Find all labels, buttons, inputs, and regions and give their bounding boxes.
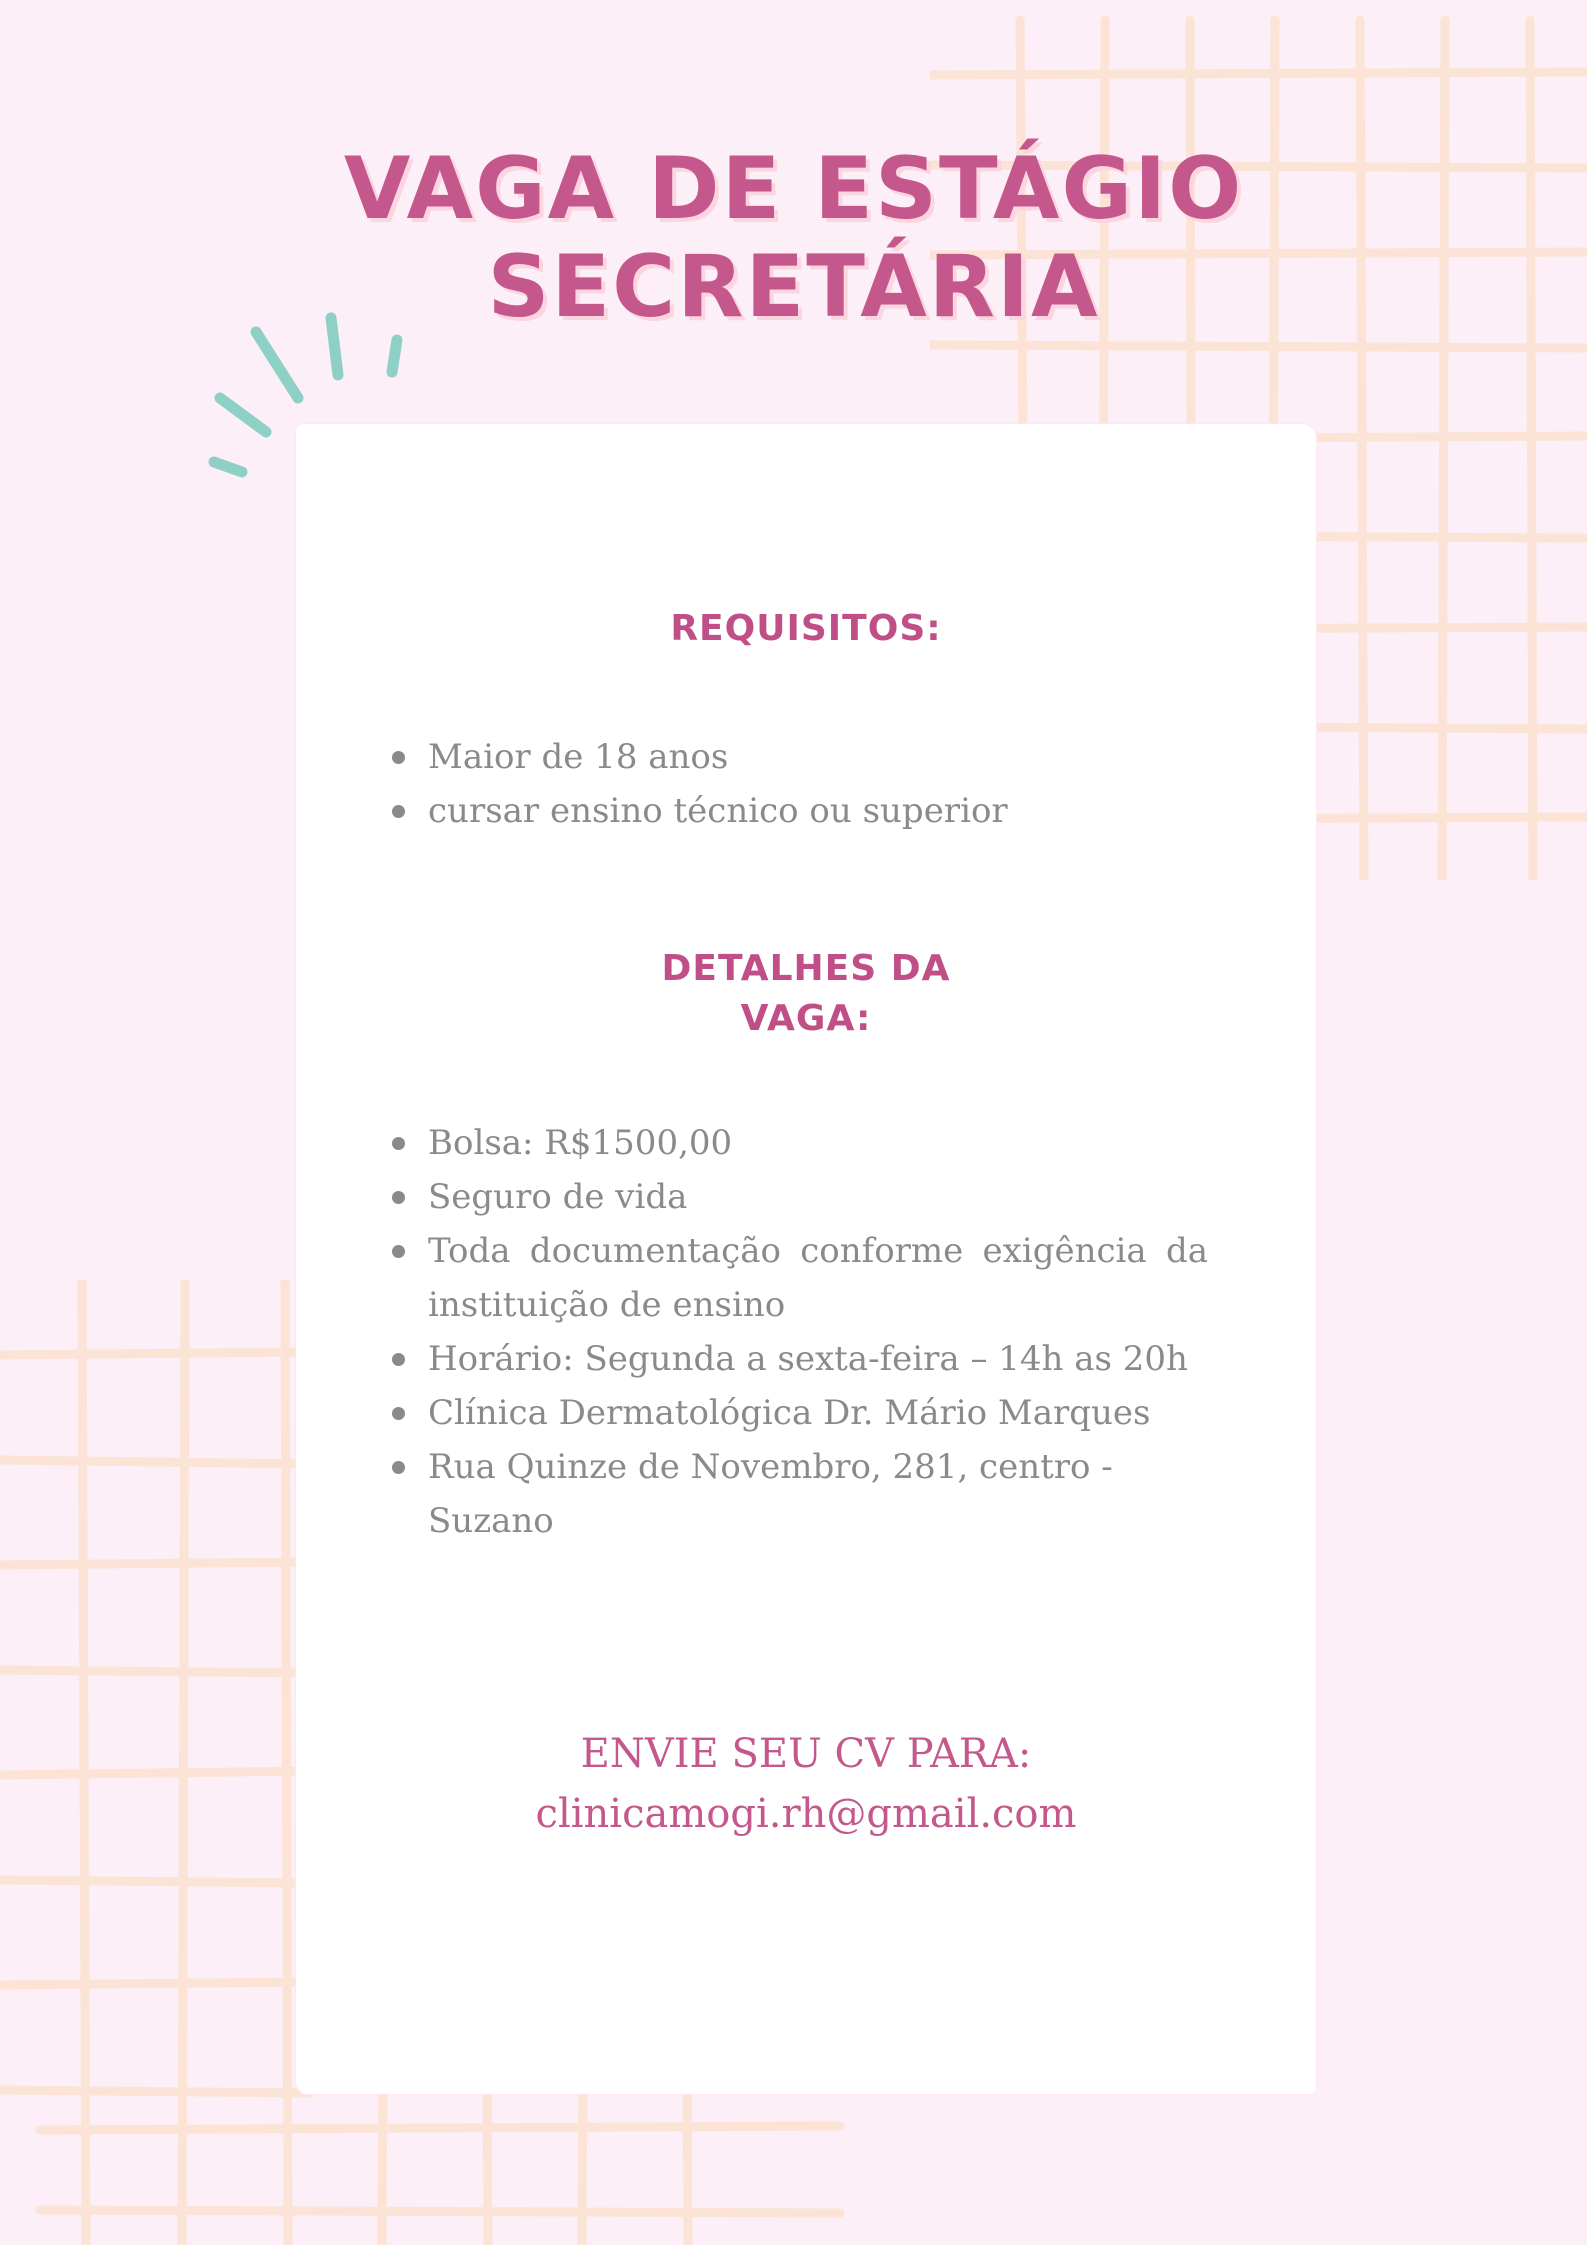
list-item: cursar ensino técnico ou superior [388, 784, 1208, 838]
detalhes-heading [296, 944, 1316, 1044]
list-item: Horário: Segunda a sexta-feira – 14h as 20h [388, 1332, 1208, 1386]
list-item: Rua Quinze de Novembro, 281, centro - Suzano [388, 1440, 1208, 1548]
title-line-1: VAGA DE ESTÁGIO [343, 139, 1244, 239]
list-item: Bolsa: R$1500,00 [388, 1116, 1208, 1170]
list-item: Seguro de vida [388, 1170, 1208, 1224]
detalhes-heading-line-2: VAGA: [740, 998, 872, 1039]
requisitos-heading [296, 604, 1316, 654]
requisitos-list [388, 730, 1208, 838]
detalhes-list [388, 1116, 1208, 1548]
requisitos-heading-text: REQUISITOS: [670, 608, 942, 649]
contact-label: ENVIE SEU CV PARA: [580, 1731, 1032, 1777]
list-item: Toda documentação conforme exigência da instituição de ensino [388, 1224, 1208, 1332]
list-item: Clínica Dermatológica Dr. Mário Marques [388, 1386, 1208, 1440]
title-line-2: SECRETÁRIA [487, 237, 1100, 337]
contact-block [296, 1724, 1316, 1844]
contact-email[interactable]: clinicamogi.rh@gmail.com [535, 1791, 1077, 1837]
list-item: Maior de 18 anos [388, 730, 1208, 784]
content-card [296, 424, 1316, 2094]
detalhes-heading-line-1: DETALHES DA [661, 948, 951, 989]
page-title [0, 140, 1587, 336]
